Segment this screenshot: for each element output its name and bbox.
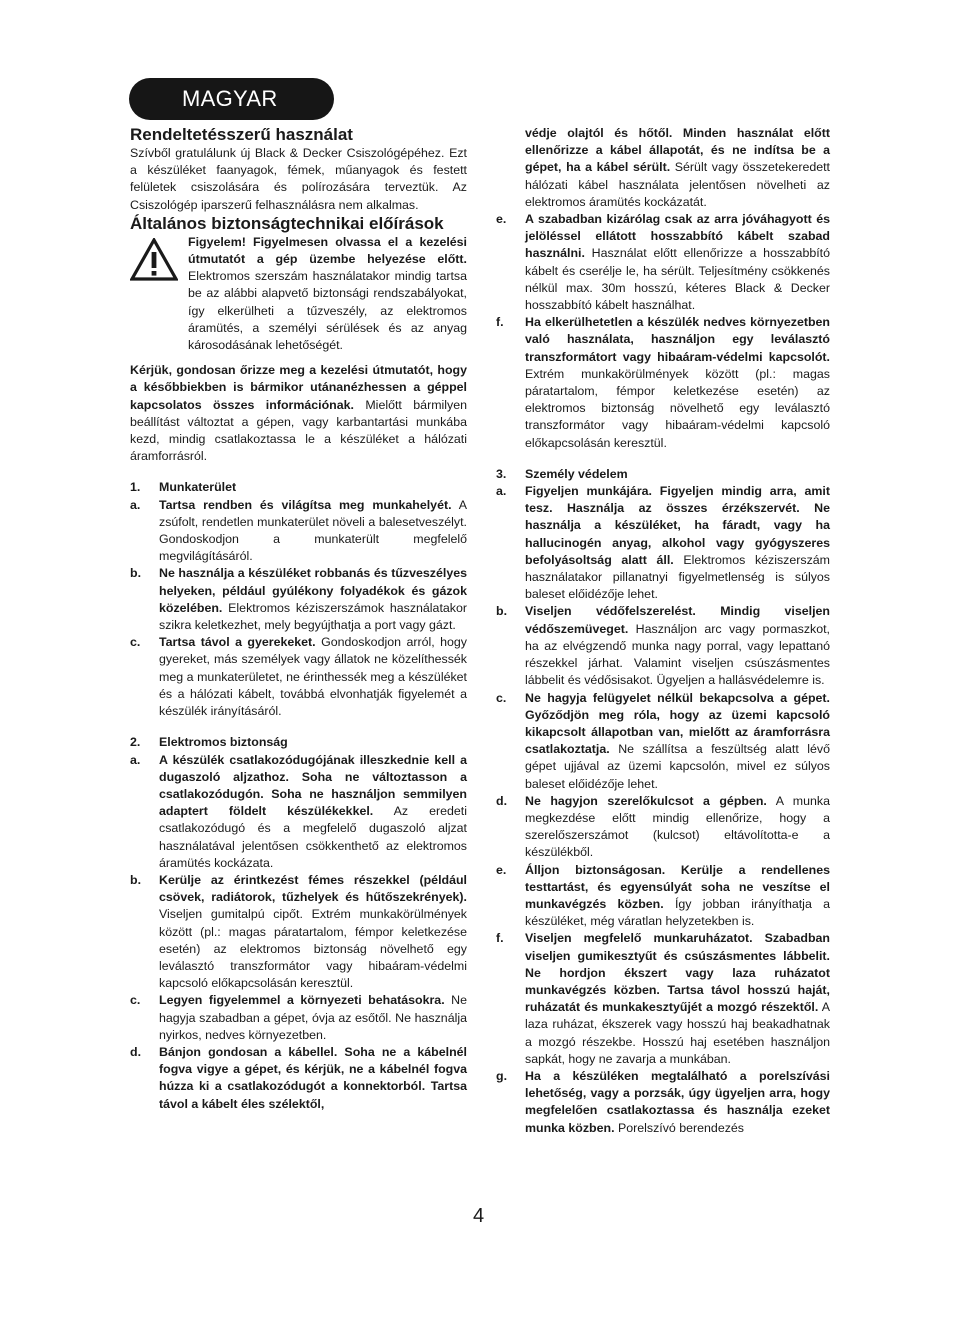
- personal-safety-list: [496, 483, 830, 1137]
- list-item: [130, 565, 467, 634]
- item-text: Ne hagyja szabadban a gépet, óvja az esőtől. Ne használja nyirkos, nedves környezetben.: [159, 993, 467, 1042]
- item-label: g.: [496, 1068, 508, 1083]
- section-number: 1.: [130, 480, 141, 495]
- item-bold-text: Viseljen védőfelszerelést. Mindig viseljen védőszemüveget.: [525, 604, 830, 636]
- item-text: Használat előtt ellenőrizze a hosszabbító kábelt és cserélje le, ha sérült. Teljesítmény csökkenés nélkül max. 30m hosszú, kéteres Black & Decker hosszabbító kábelt használhat.: [525, 246, 830, 313]
- item-bold-text: A szabadban kizárólag csak az arra jóváhagyott és jelöléssel ellátott hosszabbító kábelt szabad használni.: [525, 212, 830, 261]
- item-text: Így jobban irányíthatja a készüléket, még váratlan helyzetekben is.: [525, 896, 830, 929]
- item-bold-text: Ne hagyjon szerelőkulcsot a gépben.: [525, 793, 767, 808]
- list-item: [496, 483, 830, 603]
- item-text: A laza ruházat, ékszerek vagy hosszú haj beakadhatnak a mozgó részekbe. Hosszú haj esetében használjon sapkát, hogy ne zavarja a munkában.: [525, 1000, 830, 1066]
- item-label: d.: [496, 793, 508, 808]
- item-text: A munka megkezdése előtt mindig ellenőrize, hogy a szerelőszerszámot (kulcsot) eltávolította-e a készülékből.: [525, 793, 830, 860]
- continued-bold-text: védje olajtól és hőtől. Minden használat előtt ellenőrizze a kábel állapotát, és ne indítsa be a gépet, ha a kábel sérült.: [525, 126, 830, 175]
- purpose-heading: Rendeltetésszerű használat: [130, 125, 353, 144]
- list-item: [496, 603, 830, 689]
- item-bold-text: Ne hagyja felügyelet nélkül bekapcsolva a gépet. Győződjön meg róla, hogy az üzemi kapcsoló kikapcsolt állapotban van, mielőtt az áramforrásra csatlakoztatja.: [525, 690, 830, 757]
- item-text: Használjon arc vagy pormaszkot, ha az elvégzendő munka nagy porral, vagy lepattanó részekkel járhat. Valamint viseljen csúszásmentes lábbelit és védősisakot. Ügyeljen a hallásvédelemre is.: [525, 621, 830, 688]
- list-item: [496, 930, 830, 1068]
- warning-block: [130, 234, 467, 354]
- item-bold-text: A készülék csatlakozódugójának illeszkednie kell a dugaszoló aljzathoz. Soha ne változtasson a csatlakozódugón. Soha ne használjon semmilyen adaptert földelt készülékekkel.: [159, 752, 467, 819]
- list-item: [130, 752, 467, 872]
- item-text: Ne szállítsa a feszültség alatt lévő gépet ujjával az üzemi kapcsolón, mivel ez súlyos baleset előidézője lehet.: [525, 742, 830, 791]
- list-item: [496, 690, 830, 793]
- list-item: [130, 497, 467, 566]
- electrical-safety-list-continued: [496, 211, 830, 452]
- item-text: Viseljen gumitalpú cipőt. Extrém munkakörülmények között (pl.: magas páratartalom, fémpor keletkezése esetén) az elektromos biztonság növelhető egy leválasztó transzformátor vagy hibaáram-védelmi kapcsoló előkapcsolásán keresztül.: [159, 907, 467, 991]
- list-item: [496, 1068, 830, 1137]
- list-item: [130, 1044, 467, 1113]
- continued-text: Sérült vagy összetekeredett hálózati kábel használata jelentősen növelheti az elektromos áramütés kockázatát.: [525, 160, 830, 209]
- item-text: Elektromos kéziszerszám használatakor pillanatnyi figyelmetlenség is súlyos baleset előidézője lehet.: [525, 552, 830, 602]
- item-label: f.: [496, 315, 504, 330]
- item-label: d.: [130, 1044, 142, 1059]
- item-label: b.: [496, 604, 508, 619]
- list-item: [496, 314, 830, 452]
- language-badge: [129, 78, 334, 120]
- item-label: a.: [496, 484, 507, 499]
- keep-text: Mielőtt bármilyen beállítást változtat a gépen, vagy karbantartási munkába kezd, mindig csatlakoztassa le a készüléket a hálózati áramforrásról.: [130, 397, 467, 464]
- item-bold-text: Tartsa rendben és világítsa meg munkahelyét.: [159, 497, 452, 512]
- list-item: [496, 793, 830, 862]
- item-label: e.: [496, 862, 507, 877]
- right-column: [496, 125, 830, 1137]
- item-bold-text: Bánjon gondosan a kábellel. Soha ne a kábelnél fogva vigye a gépet, és kérjük, ne a kábelnél fogva húzza ki a csatlakozódugót a konnektorból. Tartsa távol a kábelt éles szélektől,: [159, 1044, 467, 1111]
- section-title: Személy védelem: [525, 466, 628, 481]
- item-label: b.: [130, 872, 142, 887]
- item-bold-text: Figyeljen munkájára. Figyeljen mindig arra, amit tesz. Használja az összes érzékszervét. Ne használja a készüléket, ha fáradt, vagy ha hallucinogén anyag, alkohol vagy gyógyszeres befolyásoltság alatt áll.: [525, 484, 830, 567]
- section-heading-work-area: [130, 479, 467, 496]
- item-label: a.: [130, 497, 141, 512]
- section-title: Munkaterület: [159, 480, 237, 495]
- item-label: f.: [496, 931, 504, 946]
- work-area-list: [130, 497, 467, 721]
- item-bold-text: Kerülje az érintkezést fémes részekkel (például csövek, radiátorok, tűzhelyek és hűtőszekrények).: [159, 872, 467, 905]
- item-bold-text: Tartsa távol a gyerekeket.: [159, 635, 316, 650]
- electrical-safety-list: [130, 752, 467, 1113]
- item-label: b.: [130, 566, 142, 581]
- section-number: 3.: [496, 466, 507, 481]
- section-title: Elektromos biztonság: [159, 735, 288, 750]
- item-bold-text: Ha elkerülhetetlen a készülék nedves környezetben való használata, használjon egy leválasztó transzformátort vagy hibaáram-védelmi kapcsolót.: [525, 315, 830, 364]
- item-label: a.: [130, 752, 141, 767]
- warning-triangle-icon: [130, 238, 178, 281]
- item-text: Porelszívó berendezés: [614, 1120, 745, 1135]
- warning-text: Elektromos szerszám használatakor mindig tartsa be az alábbi alapvető biztonsági rendszabályokat, így elkerülheti a tűzveszély, az elektromos áramütés, a személyi sérülések és az anyag károsodásának lehetőségét.: [188, 269, 467, 353]
- item-bold-text: Ne használja a készüléket robbanás és tűzveszélyes helyeken, például gyúlékony folyadékok és gázok közelében.: [159, 566, 467, 615]
- keep-manual-paragraph: [130, 362, 467, 465]
- section-number: 2.: [130, 735, 141, 750]
- list-item: [130, 634, 467, 720]
- warning-bold-text: Figyelem! Figyelmesen olvassa el a kezelési útmutatót a gép üzembe helyezése előtt.: [188, 234, 467, 267]
- keep-bold-text: Kérjük, gondosan őrizze meg a kezelési útmutatót, hogy a későbbiekben is bármikor utánanézhessen a géppel kapcsolatos összes információnak.: [130, 363, 467, 412]
- item-text: Az eredeti csatlakozódugó és a megfelelő dugaszoló aljzat használatával jelentősen csökkenthető az elektromos áramütés kockázata.: [159, 804, 467, 870]
- section-heading-personal-safety: [496, 466, 830, 483]
- section-heading-electrical-safety: [130, 734, 467, 751]
- item-label: c.: [496, 690, 507, 705]
- list-item: [130, 992, 467, 1044]
- general-safety-heading: Általános biztonságtechnikai előírások: [130, 213, 444, 233]
- list-item: [130, 872, 467, 992]
- item-label: c.: [130, 635, 141, 650]
- item-text: Gondoskodjon arról, hogy gyereket, más személyek vagy állatok ne közelíthessék meg a munkaterületet, ne érinthessék meg a készüléket és a hálózati kábelt, továbbá elvonhatják figyelemét a készülék irányításáról.: [159, 635, 467, 719]
- item-text: Elektromos kéziszerszámok használatakor szikra keletkezhet, mely begyújthatja a port vagy gázt.: [159, 600, 467, 633]
- item-bold-text: Álljon biztonságosan. Kerülje a rendellenes testtartást, és egyensúlyát soha ne veszítse el munkavégzés közben.: [525, 862, 830, 911]
- left-column: [130, 125, 467, 1113]
- item-bold-text: Ha a készüléken megtalálható a porelszívási lehetőség, vagy a porzsák, úgy ügyeljen arra, hogy megfelelően csatlakoztassa és használja ezeket munka közben.: [525, 1068, 830, 1135]
- list-item: [496, 862, 830, 931]
- item-bold-text: Legyen figyelemmel a környezeti behatásokra.: [159, 993, 445, 1008]
- page-number: 4: [473, 1205, 485, 1227]
- item-text: A zsúfolt, rendetlen munkaterület növeli a balesetveszélyt. Gondoskodjon a munkaterült megfelelő megvilágításáról.: [159, 497, 467, 564]
- language-label: MAGYAR: [182, 86, 278, 111]
- continued-item: [496, 125, 830, 211]
- list-item: [496, 211, 830, 314]
- item-text: Extrém munkakörülmények között (pl.: magas páratartalom, fémpor keletkezése esetén) az elektromos biztonság növelhető egy leválasztó transzformátor vagy hibaáram-védelmi kapcsoló előkapcsolásán keresztül.: [525, 366, 830, 450]
- item-label: c.: [130, 993, 141, 1008]
- item-bold-text: Viseljen megfelelő munkaruházatot. Szabadban viseljen gumikesztyűt és csúszásmentes lábbelit. Ne hordjon ékszert vagy laza ruházatot munkavégzés közben. Tartsa távol hosszú haját, ruházatát és munkakesztyűjét a mozgó részektől.: [525, 931, 830, 1015]
- item-label: e.: [496, 212, 507, 227]
- purpose-paragraph: Szívből gratulálunk új Black & Decker Csiszológépéhez. Ezt a készüléket faanyagok, fémek, műanyagok és festett felületek csiszolására és polírozására terveztük. Az Csiszológép iparszerű felhasználásra nem alkalmas.: [130, 146, 467, 212]
